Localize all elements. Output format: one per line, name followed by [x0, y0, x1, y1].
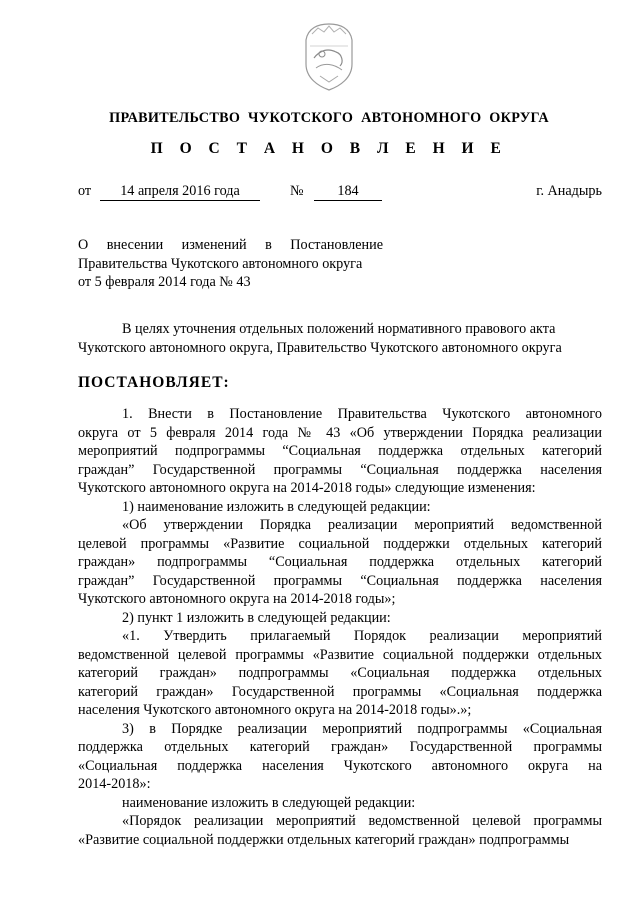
- body-line: граждан” Государственной программы “Социальная поддержка населения: [78, 461, 602, 478]
- body-line: 2) пункт 1 изложить в следующей редакции:: [122, 609, 391, 626]
- body-line: 1. Внести в Постановление Правительства Чукотского автономного: [122, 406, 602, 422]
- number-label: №: [290, 183, 304, 199]
- document-heading: [78, 236, 383, 292]
- body-line: 2014-2018»:: [78, 776, 151, 792]
- document-city: г. Анадырь: [536, 183, 602, 199]
- body-line: «Об утверждении Порядка реализации мероприятий ведомственной: [122, 517, 602, 533]
- body-line: граждан» подпрограммы “Социальная поддержка отдельных категорий: [78, 554, 602, 570]
- preamble: [78, 320, 602, 357]
- heading-line: от 5 февраля 2014 года № 43: [78, 274, 251, 290]
- body-line: «Порядок реализации мероприятий ведомственной целевой программы: [122, 813, 602, 829]
- body-line: «Развитие социальной поддержки отдельных категорий граждан» подпрограммы: [78, 831, 570, 848]
- body-line: населения Чукотского автономного округа на 2014-2018 годы».»;: [78, 702, 472, 718]
- preamble-line: Чукотского автономного округа, Правительство Чукотского автономного округа: [78, 339, 562, 356]
- body-line: категорий граждан» Государственной программы «Социальная поддержка: [78, 683, 602, 700]
- body-line: граждан” Государственной программы “Социальная поддержка населения: [78, 572, 602, 589]
- coat-of-arms-emblem: [300, 18, 358, 92]
- heading-line: Правительства Чукотского автономного округа: [78, 255, 363, 272]
- body-line: округа от 5 февраля 2014 года № 43 «Об утверждении Порядка реализации: [78, 424, 602, 441]
- document-meta: [78, 183, 602, 205]
- body-line: «Социальная поддержка населения Чукотского автономного округа на: [78, 757, 602, 774]
- document-date: 14 апреля 2016 года: [100, 183, 260, 201]
- body-line: Чукотского автономного округа на 2014-2018 годы»;: [78, 591, 396, 607]
- resolves-heading: ПОСТАНОВЛЯЕТ:: [78, 374, 230, 391]
- body-line: 1) наименование изложить в следующей редакции:: [122, 498, 431, 515]
- government-title: ПРАВИТЕЛЬСТВО ЧУКОТСКОГО АВТОНОМНОГО ОКРУГА: [109, 110, 549, 126]
- body-line: «1. Утвердить прилагаемый Порядок реализации мероприятий: [122, 628, 602, 644]
- document-body: [78, 405, 602, 849]
- body-line: Чукотского автономного округа на 2014-2018 годы» следующие изменения:: [78, 480, 536, 496]
- preamble-line: В целях уточнения отдельных положений нормативного правового акта: [122, 321, 556, 337]
- body-line: мероприятий подпрограммы “Социальная поддержка отдельных категорий: [78, 443, 602, 459]
- heading-line: О внесении изменений в Постановление: [78, 237, 383, 253]
- from-label: от: [78, 183, 92, 199]
- body-line: целевой программы «Развитие социальной поддержки отдельных категорий: [78, 535, 602, 552]
- document-number: 184: [314, 183, 382, 201]
- body-line: 3) в Порядке реализации мероприятий подпрограммы «Социальная: [122, 720, 602, 737]
- body-line: ведомственной целевой программы «Развитие социальной поддержки отдельных: [78, 646, 602, 663]
- body-line: поддержка отдельных категорий граждан» Государственной программы: [78, 739, 602, 755]
- body-line: категорий граждан» подпрограммы «Социальная поддержка отдельных: [78, 665, 602, 681]
- document-type-title: П О С Т А Н О В Л Е Н И Е: [150, 140, 508, 157]
- body-line: наименование изложить в следующей редакции:: [122, 794, 416, 811]
